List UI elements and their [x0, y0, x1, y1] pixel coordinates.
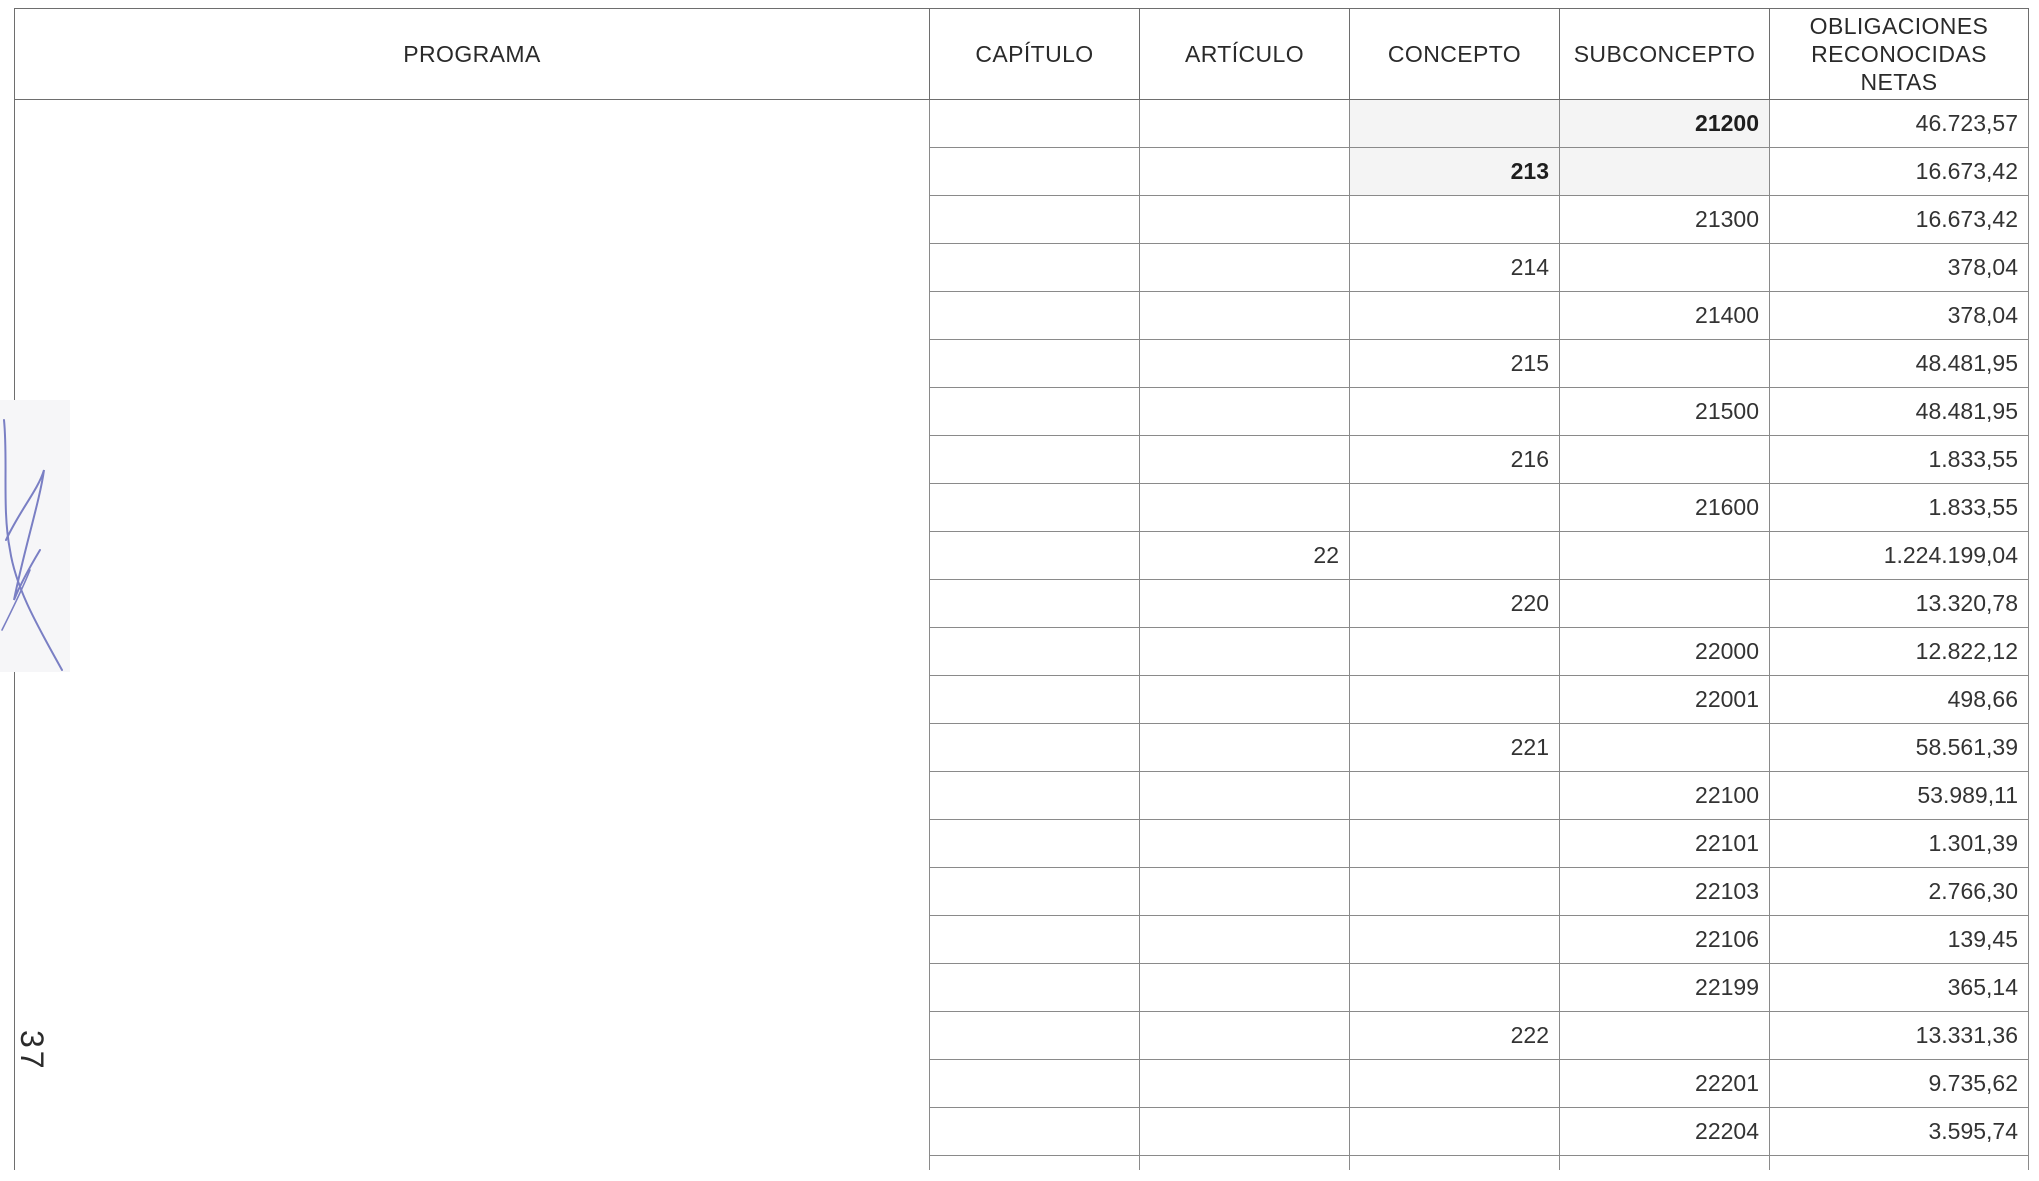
obligaciones-cell: 378,04: [1770, 292, 2029, 340]
subconcepto-cell: [1560, 100, 1770, 148]
capitulo-cell: [930, 676, 1140, 724]
column-header-programa: PROGRAMA: [15, 9, 930, 100]
concepto-cell: [1350, 772, 1560, 820]
capitulo-cell: [930, 388, 1140, 436]
articulo-cell: [1140, 628, 1350, 676]
obligaciones-cell: 1.224.199,04: [1770, 532, 2029, 580]
subconcepto-cell: 21400: [1560, 292, 1770, 340]
articulo-cell: [1140, 244, 1350, 292]
articulo-cell: [1140, 820, 1350, 868]
obligaciones-cell: 3.595,74: [1770, 1108, 2029, 1156]
page-number: [14, 1030, 54, 1090]
articulo-cell: [1140, 484, 1350, 532]
subconcepto-cell: [1560, 1012, 1770, 1060]
articulo-cell: [1140, 100, 1350, 148]
articulo-cell: [1140, 772, 1350, 820]
capitulo-cell: [930, 724, 1140, 772]
obligaciones-cell: 9.735,62: [1770, 1060, 2029, 1108]
subconcepto-cell: [1560, 1156, 1770, 1171]
subconcepto-cell: [1560, 724, 1770, 772]
subconcepto-cell: [1560, 436, 1770, 484]
articulo-cell: [1140, 1012, 1350, 1060]
subconcepto-cell: 22100: [1560, 772, 1770, 820]
subconcepto-cell: 22103: [1560, 868, 1770, 916]
column-header-concepto: CONCEPTO: [1350, 9, 1560, 100]
obligaciones-cell: 378,04: [1770, 244, 2029, 292]
obligaciones-cell: 12.822,12: [1770, 628, 2029, 676]
subconcepto-cell: [1560, 532, 1770, 580]
subconcepto-cell: 21600: [1560, 484, 1770, 532]
concepto-cell: 222: [1350, 1012, 1560, 1060]
obligaciones-cell: [1770, 1156, 2029, 1171]
page-number-text: 37: [14, 1030, 50, 1072]
capitulo-cell: [930, 1108, 1140, 1156]
articulo-cell: [1140, 1156, 1350, 1171]
concepto-cell: 216: [1350, 436, 1560, 484]
concepto-cell: [1350, 964, 1560, 1012]
concepto-cell: [1350, 868, 1560, 916]
concepto-cell: [1350, 1156, 1560, 1171]
subconcepto-cell: [1560, 340, 1770, 388]
obligaciones-cell: 46.723,57: [1770, 100, 2029, 148]
subconcepto-cell: 22199: [1560, 964, 1770, 1012]
articulo-cell: [1140, 676, 1350, 724]
subconcepto-cell: [1560, 580, 1770, 628]
capitulo-cell: [930, 148, 1140, 196]
handwritten-signature: [0, 400, 72, 680]
obligaciones-cell: 53.989,11: [1770, 772, 2029, 820]
articulo-cell: [1140, 964, 1350, 1012]
concepto-cell: [1350, 100, 1560, 148]
obligaciones-cell: 498,66: [1770, 676, 2029, 724]
subconcepto-value: 21200: [1695, 110, 1759, 136]
obligaciones-cell: 13.331,36: [1770, 1012, 2029, 1060]
obligaciones-cell: 48.481,95: [1770, 388, 2029, 436]
column-header-capitulo: CAPÍTULO: [930, 9, 1140, 100]
obligaciones-cell: 48.481,95: [1770, 340, 2029, 388]
programa-cell: [15, 100, 930, 1171]
subconcepto-cell: 22101: [1560, 820, 1770, 868]
obligaciones-cell: 2.766,30: [1770, 868, 2029, 916]
document-page: [14, 8, 2028, 1181]
obligaciones-cell: 13.320,78: [1770, 580, 2029, 628]
obligaciones-cell: 1.833,55: [1770, 436, 2029, 484]
capitulo-cell: [930, 484, 1140, 532]
concepto-cell: [1350, 388, 1560, 436]
articulo-cell: [1140, 724, 1350, 772]
obligaciones-cell: 365,14: [1770, 964, 2029, 1012]
concepto-cell: 215: [1350, 340, 1560, 388]
capitulo-cell: [930, 772, 1140, 820]
concepto-cell: [1350, 1060, 1560, 1108]
articulo-cell: [1140, 148, 1350, 196]
capitulo-cell: [930, 1060, 1140, 1108]
obligaciones-cell: 139,45: [1770, 916, 2029, 964]
articulo-cell: [1140, 580, 1350, 628]
column-header-articulo: ARTÍCULO: [1140, 9, 1350, 100]
concepto-cell: 221: [1350, 724, 1560, 772]
articulo-cell: [1140, 1060, 1350, 1108]
subconcepto-cell: 21500: [1560, 388, 1770, 436]
subconcepto-cell: [1560, 148, 1770, 196]
column-header-subconcepto: SUBCONCEPTO: [1560, 9, 1770, 100]
concepto-cell: [1350, 628, 1560, 676]
subconcepto-cell: 22201: [1560, 1060, 1770, 1108]
obligaciones-cell: 16.673,42: [1770, 148, 2029, 196]
obligaciones-cell: 16.673,42: [1770, 196, 2029, 244]
articulo-cell: [1140, 436, 1350, 484]
articulo-cell: [1140, 340, 1350, 388]
table-row: [15, 100, 2029, 148]
articulo-cell: [1140, 1108, 1350, 1156]
articulo-cell: 22: [1140, 532, 1350, 580]
capitulo-cell: [930, 1156, 1140, 1171]
capitulo-cell: [930, 196, 1140, 244]
capitulo-cell: [930, 1012, 1140, 1060]
capitulo-cell: [930, 340, 1140, 388]
articulo-cell: [1140, 868, 1350, 916]
concepto-cell: [1350, 484, 1560, 532]
obligaciones-cell: 58.561,39: [1770, 724, 2029, 772]
subconcepto-cell: [1560, 244, 1770, 292]
capitulo-cell: [930, 580, 1140, 628]
concepto-value: 213: [1510, 158, 1549, 184]
subconcepto-cell: 22000: [1560, 628, 1770, 676]
concepto-cell: [1350, 820, 1560, 868]
subconcepto-cell: 22106: [1560, 916, 1770, 964]
capitulo-cell: [930, 532, 1140, 580]
concepto-cell: [1350, 148, 1560, 196]
concepto-cell: 214: [1350, 244, 1560, 292]
capitulo-cell: [930, 292, 1140, 340]
subconcepto-cell: 22001: [1560, 676, 1770, 724]
capitulo-cell: [930, 436, 1140, 484]
concepto-cell: 220: [1350, 580, 1560, 628]
capitulo-cell: [930, 628, 1140, 676]
articulo-cell: [1140, 916, 1350, 964]
capitulo-cell: [930, 100, 1140, 148]
obligaciones-cell: 1.301,39: [1770, 820, 2029, 868]
capitulo-cell: [930, 244, 1140, 292]
header-row: [15, 9, 2029, 100]
concepto-cell: [1350, 1108, 1560, 1156]
articulo-cell: [1140, 196, 1350, 244]
articulo-cell: [1140, 292, 1350, 340]
capitulo-cell: [930, 916, 1140, 964]
column-header-obligaciones: OBLIGACIONES RECONOCIDAS NETAS: [1770, 9, 2029, 100]
articulo-cell: [1140, 388, 1350, 436]
concepto-cell: [1350, 676, 1560, 724]
concepto-cell: [1350, 196, 1560, 244]
concepto-cell: [1350, 532, 1560, 580]
subconcepto-cell: 21300: [1560, 196, 1770, 244]
capitulo-cell: [930, 820, 1140, 868]
budget-table: [14, 8, 2029, 1170]
capitulo-cell: [930, 868, 1140, 916]
concepto-cell: [1350, 916, 1560, 964]
obligaciones-cell: 1.833,55: [1770, 484, 2029, 532]
table-body: [15, 100, 2029, 1171]
capitulo-cell: [930, 964, 1140, 1012]
concepto-cell: [1350, 292, 1560, 340]
subconcepto-cell: 22204: [1560, 1108, 1770, 1156]
